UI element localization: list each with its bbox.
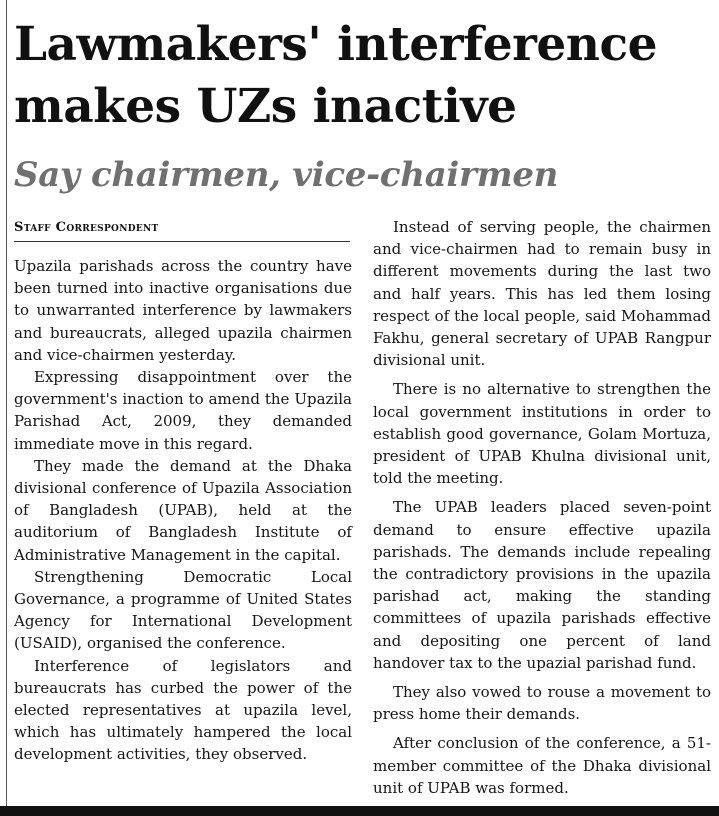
page-bottom-border <box>0 806 719 816</box>
paragraph: The UPAB leaders placed seven-point demand to ensure effective upazila parishads. The demands include repealing the contradictory provisions in the upazila parishad act, making the standing committees of upazila parishads effective and depositing one percent of land handover tax to the upazial parishad fund. <box>373 498 711 672</box>
paragraph: After conclusion of the conference, a 51-member committee of the Dhaka divisional unit of UPAB was formed. <box>373 734 711 797</box>
paragraph: Upazila parishads across the country have been turned into inactive organisations due to unwarranted interference by lawmakers and bureaucrats, alleged upazila chairmen and vice-chairmen yesterday. <box>14 257 352 364</box>
article-column-right <box>373 216 711 799</box>
subheadline: Say chairmen, vice-chairmen <box>14 155 559 195</box>
column-rule <box>6 0 7 806</box>
article-column-left <box>14 255 352 766</box>
paragraph: Instead of serving people, the chairmen and vice-chairmen had to remain busy in different movements during the last two and half years. This has led them losing respect of the local people, said Mohammad Fakhu, general secretary of UPAB Rangpur divisional unit. <box>373 218 711 370</box>
paragraph: They also vowed to rouse a movement to press home their demands. <box>373 683 711 724</box>
paragraph: Strengthening Democratic Local Governance, a programme of United States Agency for International Development (USAID), organised the conference. <box>14 567 352 653</box>
paragraph: Interference of legislators and bureaucrats has curbed the power of the elected representatives at upazila level, which has ultimately hampered the local development activities, they observed. <box>14 656 352 764</box>
headline: Lawmakers' interference makes UZs inactive <box>14 17 657 134</box>
byline: Staff Correspondent <box>14 220 350 242</box>
paragraph: There is no alternative to strengthen the local government institutions in order to establish good governance, Golam Mortuza, president of UPAB Khulna divisional unit, told the meeting. <box>373 380 711 488</box>
paragraph: Expressing disappointment over the government's inaction to amend the Upazila Parishad Act, 2009, they demanded immediate move in this regard. <box>14 368 352 453</box>
paragraph: They made the demand at the Dhaka divisional conference of Upazila Association of Bangladesh (UPAB), held at the auditorium of Bangladesh Institute of Administrative Management in the capital. <box>14 456 352 564</box>
